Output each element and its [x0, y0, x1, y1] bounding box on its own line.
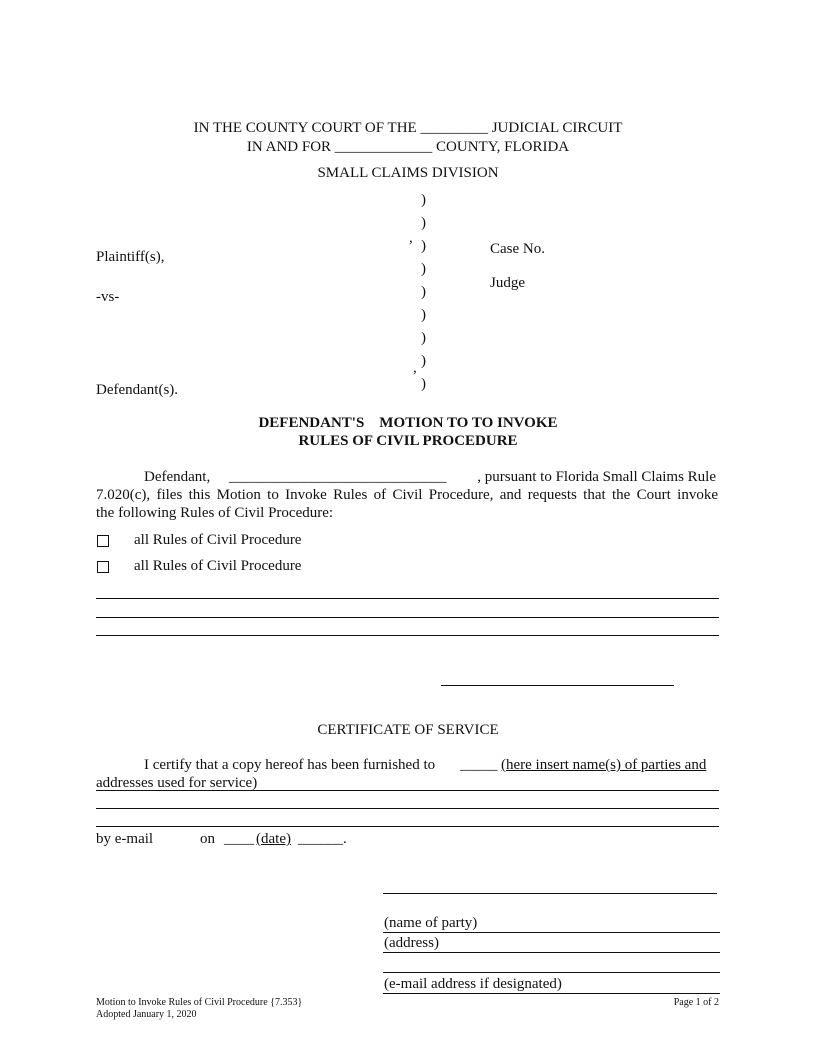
date-label: (date) — [256, 831, 291, 847]
date-blank-pre[interactable]: ____ — [224, 831, 254, 847]
caption-paren: ) — [421, 330, 426, 346]
caption-paren: ) — [421, 353, 426, 369]
motion-title-line1: DEFENDANT'S MOTION TO TO INVOKE — [258, 415, 558, 431]
certificate-signature-line[interactable] — [383, 893, 717, 894]
caption-paren: ) — [421, 284, 426, 300]
rules-blank-line[interactable] — [96, 598, 719, 599]
para-defendant-label: Defendant, — [144, 469, 211, 485]
party-email-label: (e-mail address if designated) — [384, 976, 562, 992]
served-party-insert: (here insert name(s) of parties and — [501, 757, 707, 773]
rule-option-checkbox[interactable] — [97, 561, 109, 573]
court-header-line1: IN THE COUNTY COURT OF THE _________ JUDICIAL CIRCUIT — [193, 120, 623, 136]
plaintiff-comma: , — [409, 230, 413, 246]
defendant-comma: , — [413, 360, 417, 376]
caption-paren: ) — [421, 307, 426, 323]
certificate-line[interactable] — [96, 826, 719, 827]
party-name-line[interactable] — [383, 932, 720, 933]
court-header-line2: IN AND FOR _____________ COUNTY, FLORIDA — [246, 139, 570, 155]
judge-label: Judge — [490, 275, 525, 291]
party-address-line[interactable] — [383, 952, 720, 953]
caption-paren: ) — [421, 215, 426, 231]
by-email-label: by e-mail — [96, 831, 154, 847]
rule-option-label: all Rules of Civil Procedure — [134, 558, 302, 574]
vs-label: -vs- — [96, 289, 120, 305]
served-party-blank[interactable]: _____ — [460, 757, 498, 773]
party-name-label: (name of party) — [384, 915, 478, 931]
certificate-line2: addresses used for service) — [96, 775, 258, 791]
division-heading: SMALL CLAIMS DIVISION — [317, 165, 499, 181]
date-blank-post[interactable]: ______. — [298, 831, 347, 847]
caption-paren: ) — [421, 376, 426, 392]
caption-paren: ) — [421, 192, 426, 208]
rules-blank-line[interactable] — [96, 617, 719, 618]
certificate-line[interactable] — [96, 808, 719, 809]
party-address-label: (address) — [384, 935, 439, 951]
plaintiff-label: Plaintiff(s), — [96, 249, 165, 265]
caption-paren-column — [421, 189, 426, 396]
para-line2: 7.020(c), files this Motion to Invoke Rules of Civil Procedure, and requests that the Court invoke — [96, 487, 718, 503]
rule-option-label: all Rules of Civil Procedure — [134, 532, 302, 548]
footer-page-number: Page 1 of 2 — [673, 997, 719, 1008]
party-email-line[interactable] — [383, 993, 720, 994]
footer-form-name: Motion to Invoke Rules of Civil Procedure {7.353} — [96, 997, 303, 1008]
caption-paren: ) — [421, 238, 426, 254]
certificate-heading: CERTIFICATE OF SERVICE — [317, 722, 499, 738]
footer-adopted-date: Adopted January 1, 2020 — [96, 1009, 197, 1020]
case-no-label: Case No. — [490, 241, 545, 257]
para-rule-reference: , pursuant to Florida Small Claims Rule — [477, 469, 716, 485]
defendant-name-blank[interactable]: _____________________________ — [229, 469, 447, 485]
para-line3: the following Rules of Civil Procedure: — [96, 505, 334, 521]
caption-paren: ) — [421, 261, 426, 277]
defendant-label: Defendant(s). — [96, 382, 179, 398]
party-address-line[interactable] — [383, 972, 720, 973]
motion-signature-line[interactable] — [441, 685, 674, 686]
motion-title-line2: RULES OF CIVIL PROCEDURE — [298, 433, 518, 449]
rule-option-checkbox[interactable] — [97, 535, 109, 547]
rules-blank-line[interactable] — [96, 635, 719, 636]
certificate-line1: I certify that a copy hereof has been furnished to — [144, 757, 436, 773]
on-label: on — [200, 831, 215, 847]
